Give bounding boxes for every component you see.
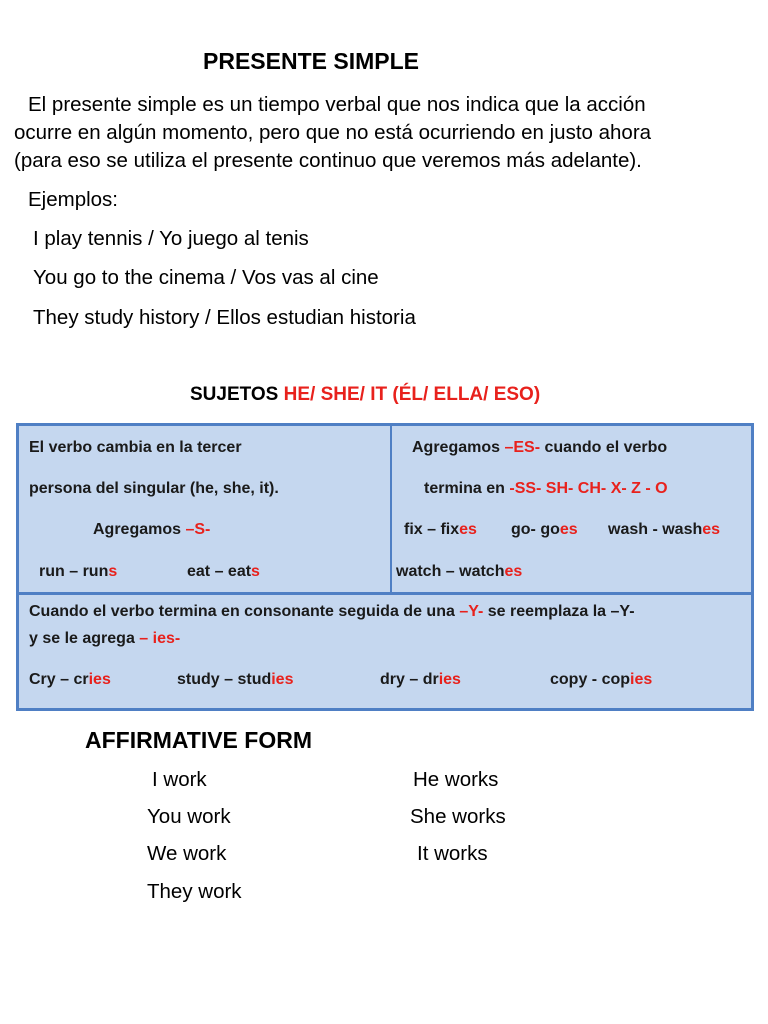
intro-line: (para eso se utiliza el presente continuo que veremos más adelante). [14,149,642,172]
rule-suffix: –ES- [504,439,541,456]
example-ending: es [504,563,523,580]
example-pair [550,671,652,689]
example-pair [177,671,293,689]
rule-text: El verbo cambia en la tercer [29,439,242,456]
affirmative-heading: AFFIRMATIVE FORM [85,727,312,753]
conjugation-item: It works [417,842,488,865]
example-base: watch – watch [396,563,505,580]
subjects-prefix: SUJETOS [190,384,284,405]
example-base: fix – fix [404,521,460,538]
example-pair [187,563,260,581]
rule-y [29,603,635,621]
rule-add-s [93,521,210,539]
conjugation-item: You work [147,805,231,828]
rule-text: se reemplaza la –Y- [483,603,635,620]
example-base: copy - cop [550,671,631,688]
rule-es [412,439,667,457]
example-pair [404,521,477,539]
intro-line: ocurre en algún momento, pero que no está ocurriendo en justo ahora [14,121,652,144]
rule-text: termina en [424,480,510,497]
rule-endings [424,480,668,498]
example-base: run – run [39,563,109,580]
example-pair [380,671,461,689]
examples-heading: Ejemplos: [28,188,119,211]
example-ending: es [459,521,477,538]
example-base: wash - wash [608,521,703,538]
intro-paragraph [14,91,754,175]
rule-text: y se le agrega [29,630,140,647]
example-pair [608,521,720,539]
example-item: They study history / Ellos estudian historia [33,306,416,329]
example-ending: es [559,521,578,538]
rule-text: Cuando el verbo termina en consonante seguida de una [29,603,460,620]
subjects-highlight: HE/ SHE/ IT (ÉL/ ELLA/ ESO) [283,384,541,405]
example-ending: ies [88,671,111,688]
conjugation-item: They work [147,880,242,903]
conjugation-item: He works [413,768,499,791]
subjects-heading [190,384,540,406]
example-ending: ies [630,671,653,688]
example-base: dry – dr [380,671,439,688]
rule-text: cuando el verbo [540,439,668,456]
rule-ies [29,630,180,648]
page-title: PRESENTE SIMPLE [203,48,419,74]
rule-text: persona del singular (he, she, it). [29,480,279,497]
example-pair [511,521,578,539]
example-base: Cry – cr [29,671,89,688]
intro-line: El presente simple es un tiempo verbal que nos indica que la acción [28,93,646,116]
rule-text: Agregamos [93,521,186,538]
divider [390,426,392,593]
conjugation-item: I work [152,768,207,791]
rule-suffix: –Y- [459,603,484,620]
conjugation-item: We work [147,842,227,865]
example-ending: ies [271,671,294,688]
example-ending: ies [438,671,461,688]
example-base: study – stud [177,671,272,688]
example-item: I play tennis / Yo juego al tenis [33,227,309,250]
rule-suffix: –S- [185,521,211,538]
rules-box [16,423,754,711]
divider [19,592,751,595]
rule-suffix: – ies- [139,630,181,647]
example-base: go- go [511,521,560,538]
rule-text: Agregamos [412,439,505,456]
example-item: You go to the cinema / Vos vas al cine [33,266,379,289]
example-ending: s [108,563,118,580]
example-pair [396,563,522,581]
rule-endings-list: -SS- SH- CH- X- Z - O [509,480,668,497]
conjugation-item: She works [410,805,506,828]
example-ending: s [251,563,260,580]
example-base: eat – eat [187,563,252,580]
example-pair [29,671,111,689]
example-ending: es [702,521,721,538]
example-pair [39,563,117,581]
